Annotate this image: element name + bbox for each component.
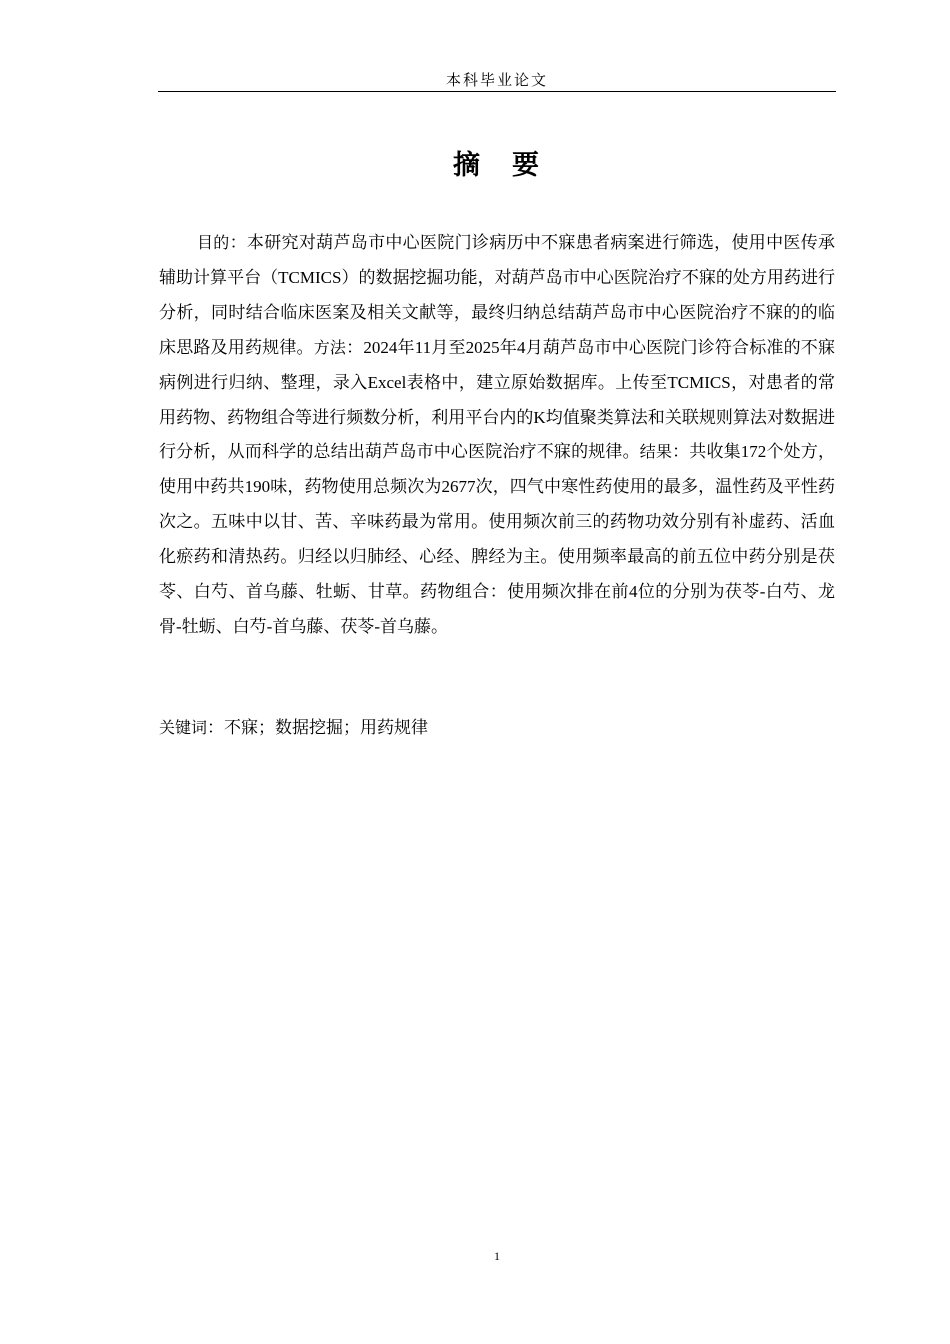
abstract-title	[158, 146, 836, 186]
objective-label: 目的	[197, 233, 230, 252]
abstract-title-part2: 要	[512, 150, 541, 181]
result-label: 结果	[639, 442, 673, 462]
abstract-body	[159, 226, 835, 645]
keywords-text: ：不寐；数据挖掘；用药规律	[207, 718, 429, 737]
header-rule	[158, 91, 836, 92]
page-number: 1	[494, 1249, 500, 1263]
running-header: 本科毕业论文	[445, 71, 548, 89]
method-label: 方法	[313, 337, 347, 357]
keywords-line	[159, 711, 835, 746]
method-text: ：2024年11月至2025年4月葫芦岛市中心医院门诊符合标准的不寐病例进行归纳、整理，录入Excel表格中，建立原始数据库。上传至TCMICS，对患者的常用药物、药物组合等进行频数分析，利用平台内的K均值聚类算法和关联规则算法对数据进行分析，从而科学的总结出葫芦岛市中心医院治疗不寐的规律。	[159, 337, 835, 462]
abstract-title-part1: 摘	[453, 150, 482, 181]
keywords-label: 关键词	[159, 718, 208, 737]
objective-text: ：本研究对葫芦岛市中心医院门诊病历中不寐患者病案进行筛选，使用中医传承辅助计算平台（TCMICS）的数据挖掘功能，对葫芦岛市中心医院治疗不寐的处方用药进行分析，同时结合临床医案及相关文献等，最终归纳总结葫芦岛市中心医院治疗不寐的的临床思路及用药规律。	[159, 233, 835, 357]
result-text: ：共收集172个处方，使用中药共190味，药物使用总频次为2677次，四气中寒性药使用的最多，温性药及平性药次之。五味中以甘、苦、辛味药最为常用。使用频次前三的药物功效分别有补虚药、活血化瘀药和清热药。归经以归肺经、心经、脾经为主。使用频率最高的前五位中药分别是茯苓、白芍、首乌藤、牡蛎、甘草。药物组合：使用频次排在前4位的分别为茯苓-白芍、龙骨-牡蛎、白芍-首乌藤、茯苓-首乌藤。	[159, 442, 835, 636]
